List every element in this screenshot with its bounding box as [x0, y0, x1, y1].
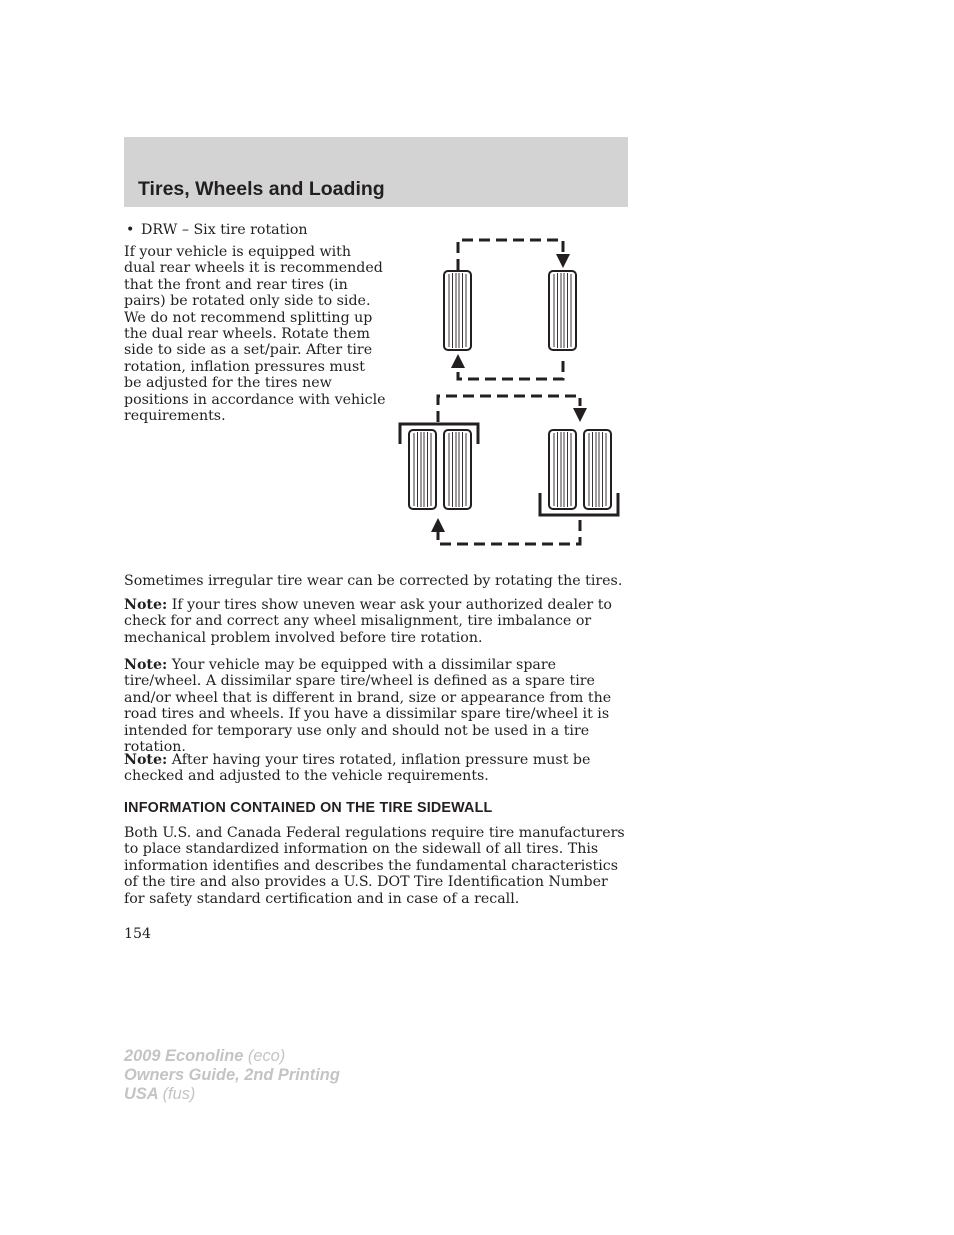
rotation-paragraph: Sometimes irregular tire wear can be corrected by rotating the tires.	[124, 573, 623, 589]
arrow-up-icon	[431, 518, 445, 532]
section-heading: INFORMATION CONTAINED ON THE TIRE SIDEWALL	[124, 800, 493, 816]
header-band	[124, 137, 628, 207]
rear-right-outer-tire	[584, 430, 611, 509]
note-uneven-wear	[124, 597, 632, 646]
sidewall-paragraph: Both U.S. and Canada Federal regulations require tire manufacturers to place standardized information on the sidewall of all tires. This information identifies and describes the fundamental characteristics of the tire and also provides a U.S. DOT Tire Identification Number for safety standard certification and in case of a recall.	[124, 825, 625, 907]
page-title: Tires, Wheels and Loading	[138, 178, 385, 200]
rear-left-inner-tire	[444, 430, 471, 509]
front-right-tire	[549, 271, 576, 350]
rear-left-outer-tire	[409, 430, 436, 509]
note-label: Note:	[124, 597, 168, 613]
front-left-tire	[444, 271, 471, 350]
footer-market-code: (fus)	[162, 1085, 196, 1103]
intro-paragraph: If your vehicle is equipped with dual rear wheels it is recommended that the front and rear tires (in pairs) be rotated only side to side. We do not recommend splitting up the dual rear wheels. Rotate them side to side as a set/pair. After tire rotation, inflation pressures must be adjusted for the tires new positions in accordance with vehicle requirements.	[124, 244, 386, 425]
note-text: Your vehicle may be equipped with a dissimilar spare tire/wheel. A dissimilar spare tire/wheel is defined as a spare tire and/or wheel that is different in brand, size or appearance from the road tires and wheels. If you have a dissimilar spare tire/wheel it is intended for temporary use only and should not be used in a tire rotation.	[124, 657, 612, 756]
footer-model-code: (eco)	[247, 1047, 286, 1065]
footer-market: USA	[124, 1085, 158, 1103]
six-tire-rotation-diagram	[390, 228, 626, 550]
rear-right-inner-tire	[549, 430, 576, 509]
footer-line-3	[124, 1085, 340, 1104]
arrow-down-icon	[573, 408, 587, 422]
footer-line-2: Owners Guide, 2nd Printing	[124, 1066, 340, 1084]
note-label: Note:	[124, 752, 168, 768]
arrow-down-icon	[556, 254, 570, 268]
bullet-item	[126, 222, 386, 238]
note-inflation	[124, 752, 632, 785]
note-text: After having your tires rotated, inflation pressure must be checked and adjusted to the vehicle requirements.	[124, 752, 591, 785]
bullet-symbol: •	[126, 222, 135, 238]
note-text: If your tires show uneven wear ask your authorized dealer to check for and correct any wheel misalignment, tire imbalance or mechanical problem involved before tire rotation.	[124, 597, 612, 646]
arrow-up-icon	[451, 354, 465, 368]
note-dissimilar-spare	[124, 657, 632, 755]
front-rotation-path	[458, 240, 563, 379]
note-label: Note:	[124, 657, 168, 673]
bullet-text: DRW – Six tire rotation	[141, 222, 308, 238]
footer-model: 2009 Econoline	[124, 1047, 244, 1065]
footer-line-1	[124, 1047, 340, 1066]
footer	[124, 1047, 340, 1104]
page-number: 154	[124, 926, 152, 942]
